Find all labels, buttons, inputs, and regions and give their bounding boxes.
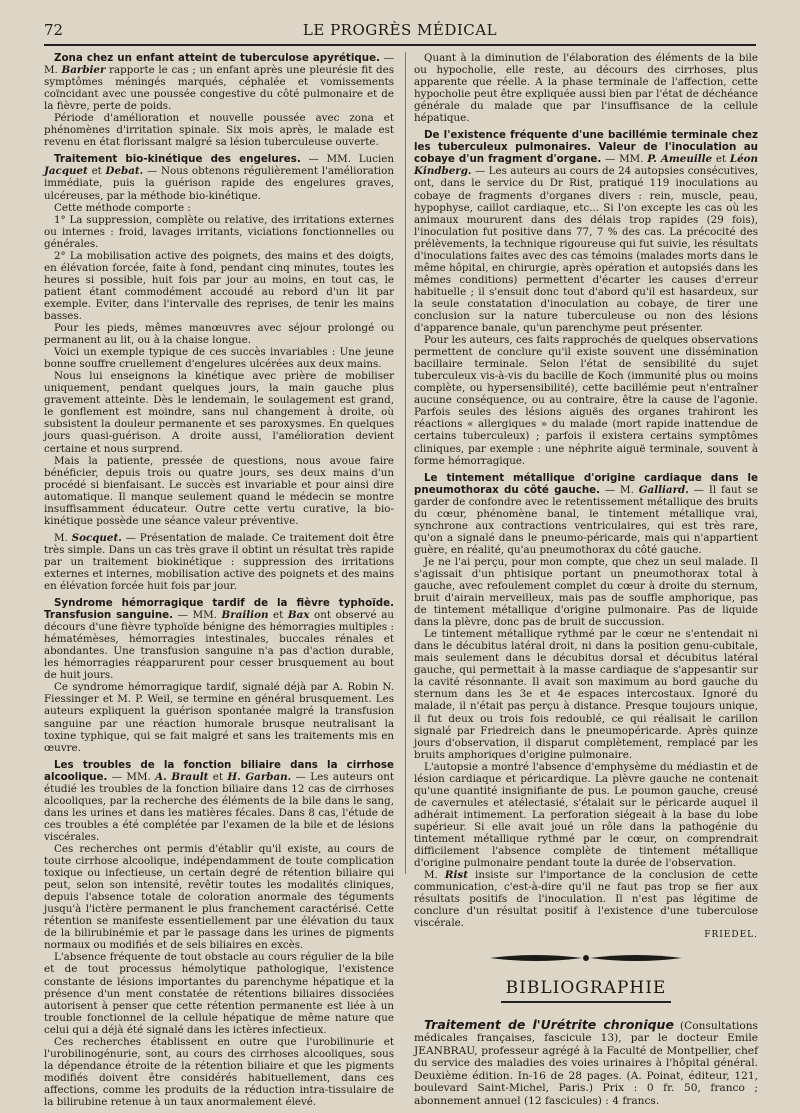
body-text: insiste sur l'importance de la conclusion de cette communication, c'est-à-dire qu'il ne faut pas trop se fier aux résultats positifs de l'inoculation. Il n'est pas légitime de conclure d'un résultat positif à l'existence d'une tuberculose viscérale. bbox=[414, 869, 758, 930]
running-head: LE PROGRÈS MÉDICAL bbox=[302, 21, 498, 39]
left-column bbox=[44, 52, 394, 1113]
separator: — MM. Lucien bbox=[300, 153, 394, 166]
separator: — M. bbox=[44, 52, 394, 77]
paragraph bbox=[414, 869, 758, 929]
article-heading: Le tintement métallique d'origine cardiaque dans le pneumothorax du côté gauche. bbox=[414, 471, 758, 496]
paragraph bbox=[44, 759, 394, 843]
page-number: 72 bbox=[44, 21, 64, 39]
separator: — MM. bbox=[173, 609, 222, 622]
bibliography-entry bbox=[414, 1016, 758, 1108]
paragraph bbox=[44, 153, 394, 201]
article-tintement bbox=[414, 472, 758, 942]
separator: — MM. bbox=[601, 153, 648, 166]
paragraph bbox=[414, 1016, 758, 1108]
paragraph: 2° La mobilisation active des poignets, des mains et des doigts, en élévation forcée, faite à fond, pendant cinq minutes, toutes les heures si possible, huit fois par jour au moins, en tout cas, le patient étant commodément accoudé au rebord d'un lit par exemple. Eviter, dans l'intervalle des reprises, de tenir les mains basses. bbox=[44, 249, 394, 322]
paragraph: Ces recherches ont permis d'établir qu'il existe, au cours de toute cirrhose alcoolique, indépendamment de toute complication toxique ou infectieuse, un certain degré de rétention biliaire qui peut, selon son intensité, revêtir toutes les modalités cliniques, depuis l'absence totale de coloration anormale des téguments jusqu'à l'ictère permanent le plus franchement caractérisé. Cette rétention se manifeste essentiellement par une élévation du taux de la bilirubinémie et par le passage dans les urines de pigments normaux ou modifiés et de sels biliaires en excès. bbox=[44, 843, 394, 952]
article-heading: Traitement bio-kinétique des engelures. bbox=[54, 153, 301, 166]
prefix: M. bbox=[424, 869, 445, 882]
paragraph: Quant à la diminution de l'élaboration des éléments de la bile ou hypocholie, elle reste, au décours des cirrhoses, plus apparente que réelle. A la phase terminale de l'affection, cette hypocholie peut être expliquée aussi bien par l'état de déchéance générale du malade que par l'insuffisance de la cellule hépatique. bbox=[414, 52, 758, 125]
paragraph: 1° La suppression, complète ou relative, des irritations externes ou internes : froid, lavages irritants, viciations fonctionnelles ou générales. bbox=[44, 213, 394, 250]
paragraph bbox=[414, 472, 758, 556]
separator: et bbox=[208, 770, 228, 783]
body-text: ont observé au décours d'une fièvre typhoïde bénigne des hémorragies multiples : hématémèses, hémorragies intestinales, buccales rénales et abondantes. Une transfusion sanguine n'a pas d'action durable, les hémorragies réapparurent pour cesser brusquement au bout de huit jours. bbox=[44, 609, 395, 682]
body-text: rapporte le cas ; un enfant après une pleurésie fit des symptômes méningés marqués, céphalée et vomissements coïncidant avec une poussée congestive du côté pulmonaire et de la fièvre, perte de poids. bbox=[44, 64, 395, 113]
paragraph bbox=[44, 532, 394, 592]
body-text: — Présentation de malade. Ce traitement doit être très simple. Dans un cas très grave il obtint un résultat très rapide par un traitement biokinétique : suppression des irritations externes et internes, mobilisation active des poignets et des mains en élévation forcée huit fois par jour. bbox=[44, 531, 395, 593]
column-divider bbox=[405, 52, 406, 874]
author-name: Léon Kindberg. bbox=[414, 153, 758, 178]
paragraph: Ces recherches établissent en outre que l'urobilinurie et l'urobilinogénurie, sont, au cours des cirrhoses alcooliques, sous la dépendance étroite de la rétention biliaire et que les pigments modifiés doivent être considérés habituellement, dans ces affections, comme les produits de la réduction intra-tissulaire de la bilirubine retenue à un taux anormalement élevé. bbox=[44, 1035, 394, 1108]
separator: et bbox=[87, 165, 106, 178]
separator: et bbox=[712, 153, 730, 166]
article-typhoide bbox=[44, 597, 394, 754]
right-column bbox=[414, 52, 758, 1108]
article-heading: Les troubles de la fonction biliaire dans la cirrhose alcoolique. bbox=[44, 758, 394, 783]
author-name: H. Garban. bbox=[227, 770, 292, 783]
body-text: (Consultations médicales françaises, fascicule 13), par le docteur Emile JEANBRAU, professeur agrégé à la Faculté de Montpellier, chef du service des maladies des voies urinaires à l'hôpital général. Deuxième édition. In-16 de 28 pages. (A. Poinat, éditeur, 121, boulevard Saint-Michel, Paris.) Prix : 0 fr. 50, franco ; abonnement annuel (12 fascicules) : 4 francs. bbox=[414, 1019, 758, 1108]
author-name: P. Ameuille bbox=[647, 153, 713, 166]
bibliography-rule bbox=[501, 1001, 671, 1003]
paragraph: Voici un exemple typique de ces succès invariables : Une jeune bonne souffre cruellement d'engelures ulcérées aux deux mains. bbox=[44, 346, 394, 371]
ornament-icon bbox=[486, 951, 686, 965]
paragraph: Nous lui enseignons la kinétique avec prière de mobiliser uniquement, pendant quelques jours, la main gauche plus gravement atteinte. Dès le lendemain, le soulagement est grand, le gonflement est moindre, sans nul changement à droite, où subsistent la douleur permanente et ses paroxysmes. En quelques jours quasi-guérison. A droite aussi, l'amélioration devient certaine et nous surprend. bbox=[44, 370, 394, 455]
bibliography-title: BIBLIOGRAPHIE bbox=[505, 978, 667, 999]
body-text: — Nous obtenons régulièrement l'amélioration immédiate, puis la guérison rapide des engelures graves, ulcéreuses, par la méthode bio-kinétique. bbox=[44, 165, 394, 202]
separator: — M. bbox=[600, 483, 639, 496]
paragraph: L'autopsie a montré l'absence d'emphysème du médiastin et de lésion cardiaque et péricardique. La plèvre gauche ne contenait qu'une quantité insignifiante de pus. Le poumon gauche, creusé de cavernules et atélectasié, s'étalait sur le péricarde auquel il adhérait intimement. La perforation siégeait à la base du lobe supérieur. Si elle avait joué un rôle dans la pathogénie du tintement métallique rythmé par le cœur, on comprendrait difficilement l'absence complète de tintement métallique d'origine pulmonaire pendant toute la durée de l'observation. bbox=[414, 760, 758, 870]
paragraph: Pour les auteurs, ces faits rapprochés de quelques observations permettent de conclure qu'il existe souvent une dissémination bacillaire terminale. Selon l'état de sensibilité du sujet tuberculeux vis-à-vis du bacille de Koch (immunité plus ou moins complète, ou hypersensibilité), cette bacillémie peut n'entraîner aucune conséquence, ou au contraire, être la cause de l'agonie. Parfois seules des lésions aiguës des organes trahiront les réactions « allergiques » du malade (mort rapide inattendue de certains tuberculeux) ; parfois il existera certains symptômes cliniques, par exemple : une néphrite aiguë terminale, souvent à forme hémorragique. bbox=[414, 334, 758, 467]
separator: et bbox=[268, 609, 288, 622]
signature: FRIEDEL. bbox=[704, 930, 758, 941]
paragraph bbox=[44, 597, 394, 681]
author-name: Debat. bbox=[105, 165, 144, 178]
article-hypocholie bbox=[414, 52, 758, 124]
book-title: Traitement de l'Urétrite chronique bbox=[424, 1016, 674, 1032]
ornament-divider bbox=[414, 951, 758, 968]
author-name: Galliard. bbox=[638, 483, 689, 496]
author-name: Rist bbox=[444, 869, 468, 882]
author-name: Barbier bbox=[61, 64, 106, 77]
separator: — MM. bbox=[107, 770, 156, 783]
paragraph: Je ne l'ai perçu, pour mon compte, que chez un seul malade. Il s'agissait d'un phtisique portant un pneumothorax total à gauche, avec refoulement complet du cœur à droite du sternum, bruit d'airain merveilleux, mais pas de souffle amphorique, pas de tintement métallique d'origine pulmonaire. Pas de liquide dans la plèvre, donc pas de bruit de succussion. bbox=[414, 555, 758, 629]
header-rule bbox=[44, 44, 756, 46]
author-name: A. Brault bbox=[155, 770, 209, 783]
article-heading: Zona chez un enfant atteint de tuberculose apyrétique. bbox=[54, 52, 380, 64]
paragraph: L'absence fréquente de tout obstacle au cours régulier de la bile et de tout processus hémolytique pathologique, l'existence constante de lésions importantes du parenchyme hépatique et la présence d'un ment constatée de rétentions biliaires dissociées autorisent à penser que cette rétention permanente est liée à un trouble fonctionnel de la cellule hépatique de même nature que celui qui a déjà été signalé dans les ictères infectieux. bbox=[44, 951, 394, 1036]
article-zona bbox=[44, 52, 394, 148]
paragraph: Période d'amélioration et nouvelle poussée avec zona et phénomènes d'irritation spinale. Six mois après, le malade est revenu en état florissant malgré sa lésion tuberculeuse ouverte. bbox=[44, 112, 394, 149]
paragraph bbox=[44, 52, 394, 112]
article-biliaire bbox=[44, 759, 394, 1108]
author-name: Socquet. bbox=[71, 531, 122, 544]
paragraph bbox=[414, 129, 758, 334]
author-name: Jacquet bbox=[44, 165, 88, 178]
paragraph: Mais la patiente, pressée de questions, nous avoue faire bénéficier, depuis trois ou quatre jours, ses deux mains d'un procédé si bienfaisant. Le succès est invariable et pour ainsi dire automatique. Il manque seulement quand le médecin se montre insuffisamment éducateur. Outre cette vertu curative, la bio-kinétique possède une séance valeur préventive. bbox=[44, 454, 394, 527]
prefix: M. bbox=[54, 531, 72, 544]
article-heading: Syndrome hémorragique tardif de la fièvre typhoïde. Transfusion sanguine. bbox=[44, 597, 394, 622]
paragraph: Pour les pieds, mêmes manœuvres avec séjour prolongé ou permanent au lit, ou à la chaise longue. bbox=[44, 322, 394, 347]
author-name: Brailion bbox=[221, 609, 269, 622]
paragraph: Cette méthode comporte : bbox=[54, 201, 191, 214]
body-text: — Les auteurs ont étudié les troubles de la fonction biliaire dans 12 cas de cirrhoses alcooliques, par la recherche des éléments de la bile dans le sang, dans les urines et dans les matières fécales. Dans 8 cas, l'étude de ces troubles a été complétée par l'examen de la bile et de lésions viscérales. bbox=[44, 770, 395, 843]
body-text: — Il faut se garder de confondre avec le retentissement métallique des bruits du cœur, phénomène banal, le tintement métallique vrai, synchrone aux contractions ventriculaires, qui est très rare, qu'on a signalé dans le pneumo-péricarde, mais qui n'appartient guère, en réalité, qu'au pneumothorax du côté gauche. bbox=[414, 483, 758, 556]
article-bacillemie bbox=[414, 129, 758, 466]
article-socquet bbox=[44, 532, 394, 592]
paragraph: Ce syndrome hémorragique tardif, signalé déjà par A. Robin N. Fiessinger et M. P. Weil, se termine en général brusquement. Les auteurs expliquent la guérison spontanée malgré la transfusion sanguine par une réaction humorale brusque neutralisant la toxine typhique, qui se fait malgré et sans les traitements mis en œuvre. bbox=[44, 681, 394, 754]
author-name: Bax bbox=[287, 609, 310, 622]
article-engelures bbox=[44, 153, 394, 526]
body-text: — Les auteurs au cours de 24 autopsies consécutives, ont, dans le service du Dr Rist, pratiqué 119 inoculations au cobaye de fragments d'organes divers : rein, muscle, peau, hypophyse, caillot cardiaque, etc... Si l'on excepte les cas où les animaux moururent dans des délais trop rapides (29 fois), l'inoculation fut positive dans 77, 7 % des cas. La précocité des prélèvements, la technique rigoureuse qui fut suivie, les résultats d'inoculations faites avec des cas témoins (malades morts dans le même hôpital, en chirurgie, après opération et autopsiés dans les mêmes conditions) permettent d'écarter les causes d'erreur habituelle ; il s'ensuit donc tout d'abord qu'il est hasardeux, sur la seule constatation d'inoculation au cobaye, de tirer une conclusion sur la nature tuberculeuse ou non des lésions d'apparence banale, qu'un parenchyme peut présenter. bbox=[414, 165, 758, 335]
article-heading: De l'existence fréquente d'une bacillémie terminale chez les tuberculeux pulmonaires. Valeur de l'inoculation au cobaye d'un fragment d'organe. bbox=[414, 129, 758, 166]
paragraph: Le tintement métallique rythmé par le cœur ne s'entendait ni dans le décubitus latéral droit, ni dans la position genu-cubitale, mais seulement dans le décubitus dorsal et décubitus latéral gauche, qui permettait à la masse cardiaque de s'appesantir sur la cavité résonnante. Il avait son maximum au bord gauche du sternum dans les 3e et 4e espaces intercostaux. Ignoré du malade, il n'était pas perçu à distance. Presque toujours unique, il fut deux ou trois fois redoublé, ce qui réalisait le carillon signalé par Friedreich dans le pneumopéricarde. Après quinze jours d'observation, il disparut complètement, remplacé par les bruits amphoriques d'origine pulmonaire. bbox=[414, 628, 758, 761]
